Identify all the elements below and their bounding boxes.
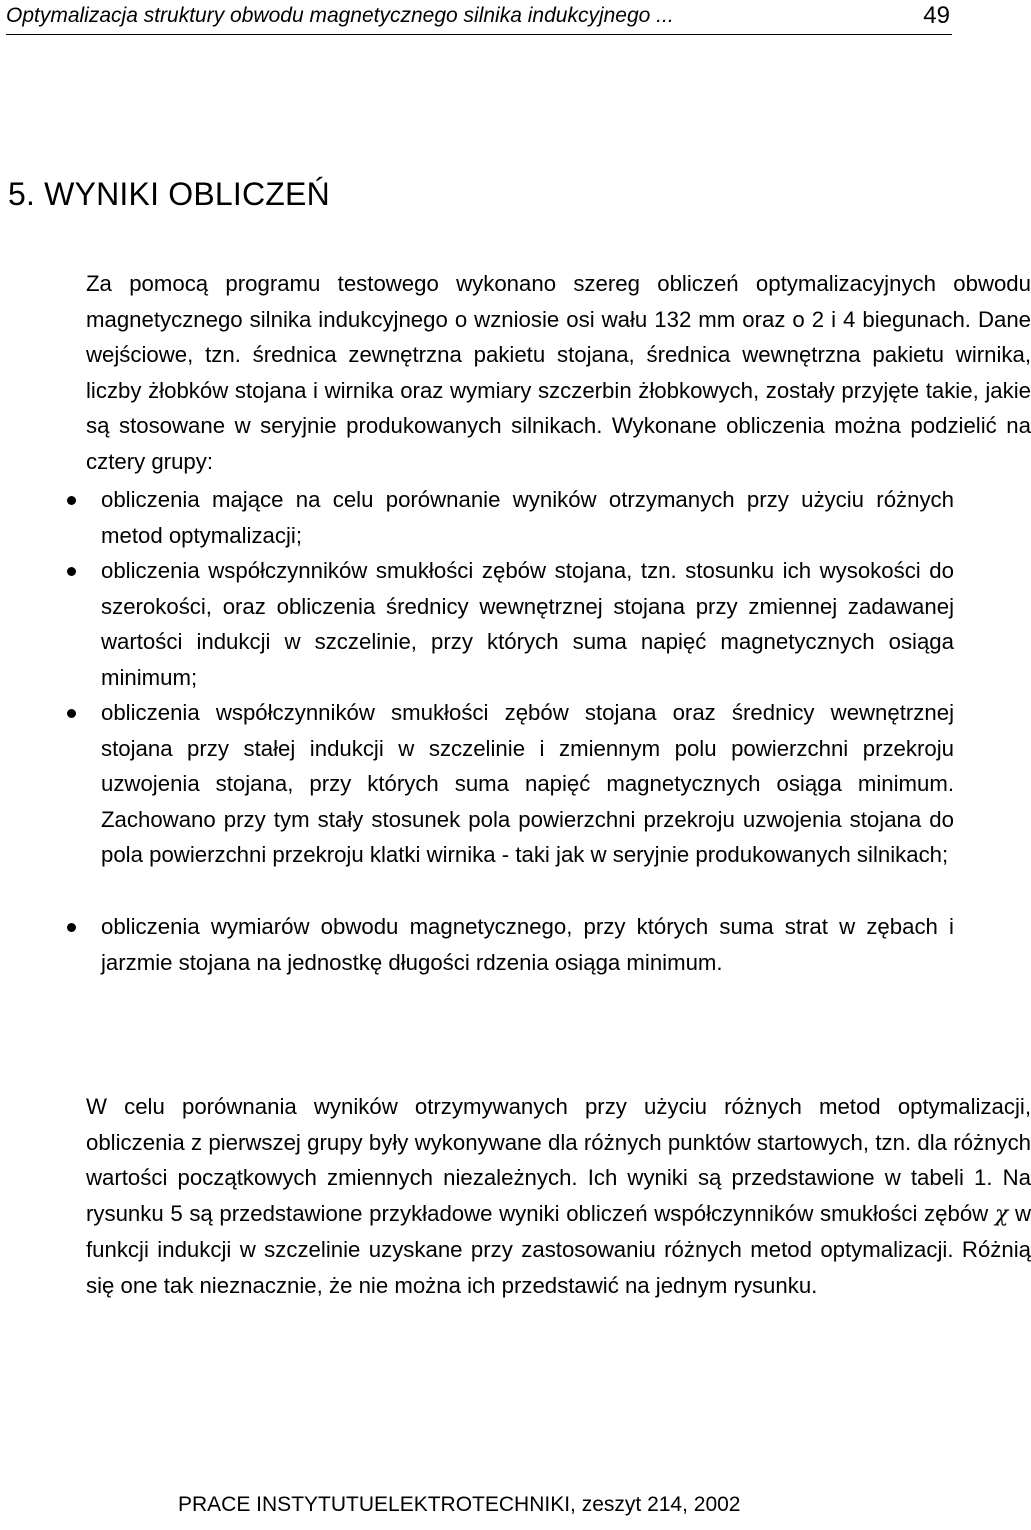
section-heading: 5. WYNIKI OBLICZEŃ xyxy=(8,176,330,212)
list-item-text: obliczenia współczynników smukłości zębów stojana, tzn. stosunku ich wysokości do szerokości, oraz obliczenia średnicy wewnętrznej stojana przy zmiennej zadawanej wartości indukcji w szczelinie, przy których suma napięć magnetycznych osiąga minimum; xyxy=(101,558,954,690)
intro-paragraph: Za pomocą programu testowego wykonano szereg obliczeń optymalizacyjnych obwodu magnetycznego silnika indukcyjnego o wzniosie osi wału 132 mm oraz o 2 i 4 biegunach. Dane wejściowe, tzn. średnica zewnętrzna pakietu stojana, średnica wewnętrzna pakietu wirnika, liczby żłobków stojana i wirnika oraz wymiary szczerbin żłobkowych, zostały przyjęte takie, jakie są stosowane w seryjnie produkowanych silnikach. Wykonane obliczenia można podzielić na cztery grupy: xyxy=(86,271,1031,474)
list-item xyxy=(0,909,958,980)
list-item xyxy=(0,553,958,695)
running-title: Optymalizacja struktury obwodu magnetycznego silnika indukcyjnego ... xyxy=(6,4,674,27)
chi-symbol: χ xyxy=(994,1200,1009,1227)
results-text-before: W celu porównania wyników otrzymywanych przy użyciu różnych metod optymalizacji, obliczenia z pierwszej grupy były wykonywane dla różnych punktów startowych, tzn. dla różnych wartości początkowych zmiennych niezależnych. Ich wyniki są przedstawione w tabeli 1. Na rysunku 5 są przedstawione przykładowe wyniki obliczeń współczynników smukłości zębów xyxy=(86,1094,1031,1226)
running-header xyxy=(6,2,952,35)
list-item xyxy=(0,482,958,553)
results-text-after: w funkcji indukcji w szczelinie uzyskane przy zastosowaniu różnych metod optymalizacji. Różnią się one tak nieznacznie, że nie można ich przedstawić na jednym rysunku. xyxy=(86,1200,1031,1298)
bullet-icon xyxy=(67,923,76,932)
results-paragraph xyxy=(8,1089,1031,1304)
page-number: 49 xyxy=(923,2,950,29)
list-item-text: obliczenia mające na celu porównanie wyników otrzymanych przy użyciu różnych metod optymalizacji; xyxy=(101,487,954,548)
list-item-text: obliczenia wymiarów obwodu magnetycznego, przy których suma strat w zębach i jarzmie stojana na jednostkę długości rdzenia osiąga minimum. xyxy=(101,914,954,975)
list-item-text: obliczenia współczynników smukłości zębów stojana oraz średnicy wewnętrznej stojana przy stałej indukcji w szczelinie i zmiennym polu powierzchni przekroju uzwojenia stojana, przy których suma napięć magnetycznych osiąga minimum. Zachowano przy tym stały stosunek pola powierzchni przekroju uzwojenia stojana do pola powierzchni przekroju klatki wirnika - taki jak w seryjnie produkowanych silnikach; xyxy=(101,700,954,868)
bullet-icon xyxy=(67,709,76,718)
list-item xyxy=(0,695,958,873)
page-footer: PRACE INSTYTUTUELEKTROTECHNIKI, zeszyt 214, 2002 xyxy=(178,1493,741,1516)
bullet-icon xyxy=(67,496,76,505)
bullet-icon xyxy=(67,567,76,576)
